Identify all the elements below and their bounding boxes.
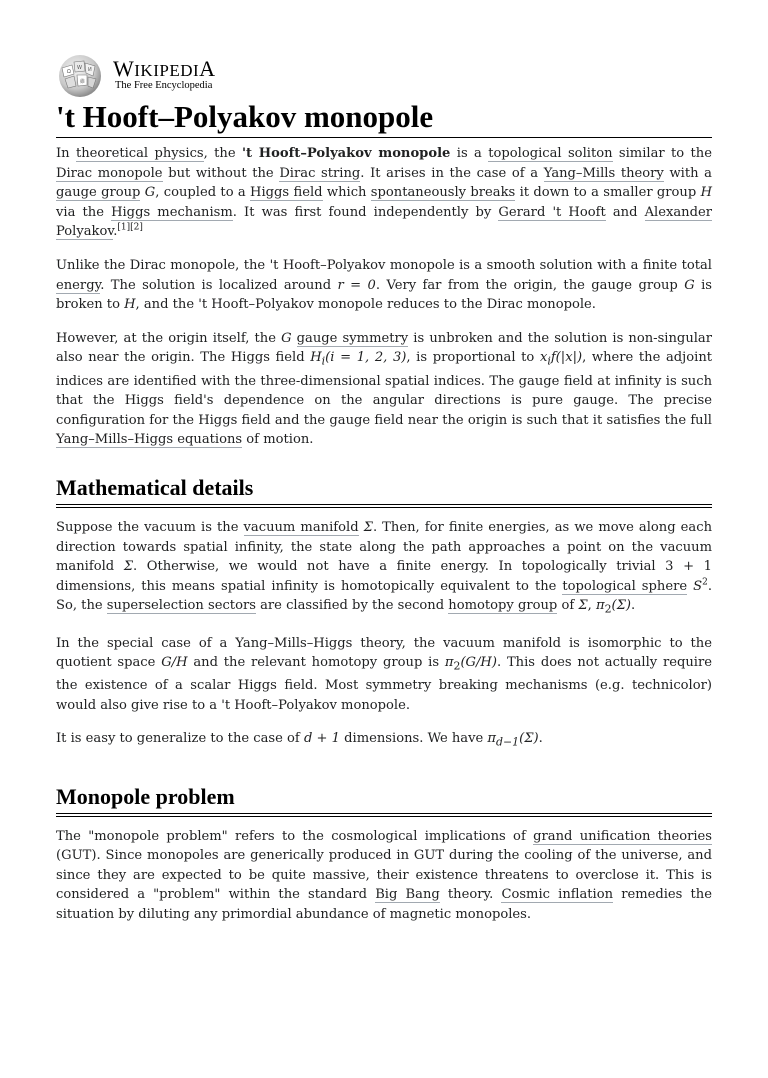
intro-paragraph-1: In theoretical physics, the 't Hooft–Polyakov monopole is a topological soliton similar to the Dirac monopole but without the Dirac string. It arises in the case of a Yang–Mills theory with a gauge group G, coupled to a Higgs field which spontaneously breaks it down to a smaller group H via the Higgs mechanism. It was first found independently by Gerard 't Hooft and Alexander Polyakov.[1][2] [56,146,712,240]
section-heading-monopole-problem: Monopole problem [56,783,712,817]
svg-text:維: 維 [80,79,86,85]
link-alexander-polyakov[interactable]: Alexander Polyakov [56,204,712,240]
link-homotopy-group[interactable]: homotopy group [448,598,558,614]
link-yang-mills-higgs-equations[interactable]: Yang–Mills–Higgs equations [56,432,243,448]
monopole-paragraph-1: The "monopole problem" refers to the cosmological implications of grand unification theories (GUT). Since monopoles are generically produced in GUT during the cooling of the universe, and since they are expected to be quite massive, their existence threatens to overclose it. This is considered a "problem" within the standard Big Bang theory. Cosmic inflation remedies the situation by diluting any primordial abundance of magnetic monopoles. [56,828,712,923]
link-cosmic-inflation[interactable]: Cosmic inflation [501,887,614,903]
math-g: G [281,330,292,346]
site-header [56,54,712,96]
math-s2: $S^2$ [693,577,708,594]
link-gauge-symmetry[interactable]: gauge symmetry [296,330,409,346]
link-theoretical-physics[interactable]: theoretical physics [75,146,204,161]
math-higgs-field: $H_i(i = 1$, 2, 3) [310,350,407,368]
link-topological-sphere[interactable]: topological sphere [562,578,688,594]
svg-text:W: W [77,65,82,71]
reference-link[interactable]: [1][2] [117,223,143,234]
math-proportional: $x_if(|x|)$ [539,350,583,368]
math-d-plus-1: d + 1 [303,731,340,747]
link-vacuum-manifold[interactable]: vacuum manifold [243,519,359,535]
svg-text:И: И [88,67,92,73]
link-superselection-sectors[interactable]: superselection sectors [106,598,256,614]
link-topological-soliton[interactable]: topological soliton [488,146,613,161]
math-pi2-sigma: $\pi_2(\Sigma)$ [595,598,632,616]
math-h: H [124,297,136,313]
intro-paragraph-3: However, at the origin itself, the G gauge symmetry is unbroken and the solution is non-singular also near the origin. The Higgs field $H_i(i = 1$, 2, 3), is proportional to $x_if(|x|)$, where the adjoint indices are identified with the three-dimensional spatial indices. The gauge field at infinity is such that the Higgs field's dependence on the angular directions is pure gauge. The precise configuration for the Higgs field and the gauge field near the origin is such that it satisfies the full Yang–Mills–Higgs equations of motion. [56,330,713,448]
link-dirac-monopole[interactable]: Dirac monopole [56,165,163,181]
link-higgs-mechanism[interactable]: Higgs mechanism [111,204,233,220]
link-energy[interactable]: energy [56,277,101,293]
link-yang-mills-theory[interactable]: Yang–Mills theory [543,165,664,181]
math-sigma: Σ [123,559,133,575]
link-dirac-string[interactable]: Dirac string [279,165,361,181]
math-r-zero: r = 0 [337,277,376,293]
link-grand-unification-theories[interactable]: grand unification theories [533,828,712,844]
math-sigma: Σ [363,519,373,535]
page-title: 't Hooft–Polyakov monopole [56,100,712,138]
math-sigma: Σ [578,598,588,614]
link-gauge-group[interactable]: gauge group [56,185,141,201]
math-g: G [684,277,695,293]
math-g: G [144,185,156,201]
tagline: The Free Encyclopedia [115,80,213,91]
intro-paragraph-2: Unlike the Dirac monopole, the 't Hooft–Polyakov monopole is a smooth solution with a finite total energy. The solution is localized around r = 0. Very far from the origin, the gauge group G is broken to H, and the 't Hooft–Polyakov monopole reduces to the Dirac monopole. [56,257,712,313]
link-gerard-t-hooft[interactable]: Gerard 't Hooft [498,204,606,220]
article-page [56,54,712,925]
math-h: H [700,185,712,201]
link-big-bang[interactable]: Big Bang [375,887,440,903]
math-pi-d-minus-1: $\pi_{d-1}(\Sigma)$ [487,731,539,750]
math-paragraph-2: In the special case of a Yang–Mills–Higgs theory, the vacuum manifold is isomorphic to the quotient space G/H and the relevant homotopy group is $\pi_2(G/H)$. This does not actually require the existence of a scalar Higgs field. Most symmetry breaking mechanisms (e.g. technicolor) would also give rise to a 't Hooft–Polyakov monopole. [56,635,713,713]
svg-text:Ω: Ω [67,69,71,75]
wordmark[interactable]: WIKIPEDIA [113,56,216,81]
section-heading-mathematical-details: Mathematical details [56,474,712,508]
math-pi2-g-over-h: $\pi_2(G/H)$ [444,655,497,673]
link-higgs-field[interactable]: Higgs field [250,185,323,201]
wikipedia-globe-icon[interactable] [56,54,104,98]
math-paragraph-3: It is easy to generalize to the case of d + 1 dimensions. We have $\pi_{d-1}(\Sigma)$. [56,731,543,750]
link-spontaneously-breaks[interactable]: spontaneously breaks [370,185,516,201]
math-g-over-h: G/H [161,655,188,671]
bold-term: 't Hooft–Polyakov monopole [241,146,451,161]
math-paragraph-1: Suppose the vacuum is the vacuum manifold Σ. Then, for finite energies, as we move along each direction towards spatial infinity, the state along the path approaches a point on the vacuum manifold Σ. Otherwise, we would not have a finite energy. In topologically trivial 3 + 1 dimensions, this means spatial infinity is homotopically equivalent to the topological sphere $S^2$. So, the superselection sectors are classified by the second homotopy group of Σ, $\pi_2(\Sigma)$. [56,519,712,616]
